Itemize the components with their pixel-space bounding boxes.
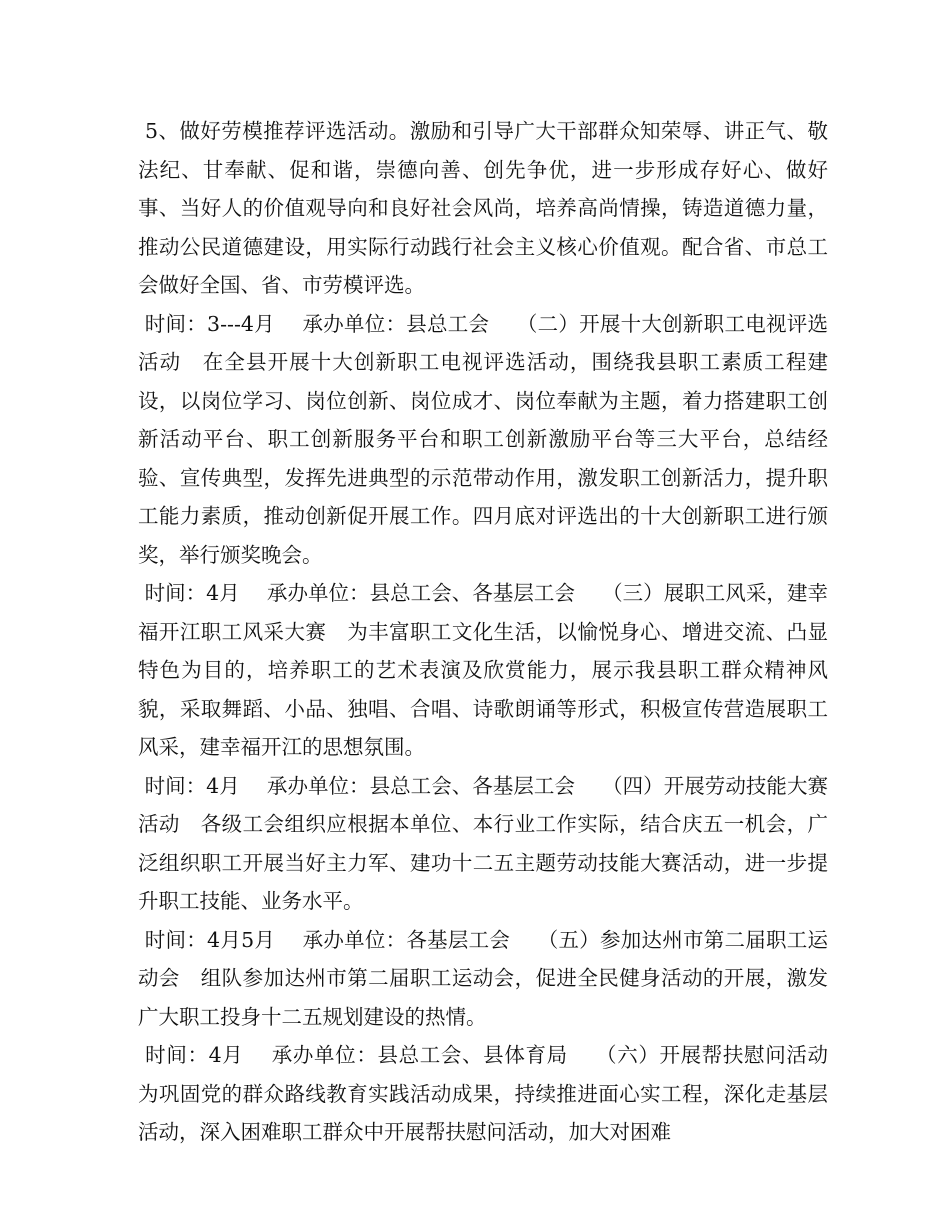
paragraph-labor-skills-contest: 时间：4月 承办单位：县总工会、各基层工会 （四）开展劳动技能大赛活动 各级工会组织应根据本单位、本行业工作实际，结合庆五一机会，广泛组织职工开展当好主力军、建功十二五主题劳动技能大赛活动，进一步提升职工技能、业务水平。 bbox=[138, 773, 828, 913]
document-body bbox=[138, 112, 849, 1152]
paragraph-worker-style-contest: 时间：4月 承办单位：县总工会、各基层工会 （三）展职工风采，建幸福开江职工风采大赛 为丰富职工文化生活，以愉悦身心、增进交流、凸显特色为目的，培养职工的艺术表演及欣赏能力，展示我县职工群众精神风貌，采取舞蹈、小品、独唱、合唱、诗歌朗诵等形式，积极宣传营造展职工风采，建幸福开江的思想氛围。 bbox=[138, 581, 828, 759]
paragraph-assistance-visits: 时间：4月 承办单位：县总工会、县体育局 （六）开展帮扶慰问活动 为巩固党的群众路线教育实践活动成果，持续推进面心实工程，深化走基层活动，深入困难职工群众中开展帮扶慰问活动，加大对困难 bbox=[138, 1043, 849, 1144]
paragraph-innovation-worker-selection: 时间：3---4月 承办单位：县总工会 （二）开展十大创新职工电视评选活动 在全县开展十大创新职工电视评选活动，围绕我县职工素质工程建设，以岗位学习、岗位创新、岗位成才、岗位奉献为主题，着力搭建职工创新活动平台、职工创新服务平台和职工创新激励平台等三大平台，总结经验、宣传典型，发挥先进典型的示范带动作用，激发职工创新活力，提升职工能力素质，推动创新促开展工作。四月底对评选出的十大创新职工进行颁奖，举行颁奖晚会。 bbox=[138, 311, 828, 567]
paragraph-workers-sports-meet: 时间：4月5月 承办单位：各基层工会 （五）参加达州市第二届职工运动会 组队参加达州市第二届职工运动会，促进全民健身活动的开展，激发广大职工投身十二五规划建设的热情。 bbox=[138, 927, 828, 1029]
paragraph-model-worker-selection: 5、做好劳模推荐评选活动。激励和引导广大干部群众知荣辱、讲正气、敬法纪、甘奉献、促和谐，崇德向善、创先争优，进一步形成存好心、做好事、当好人的价值观导向和良好社会风尚，培养高尚情操，铸造道德力量，推动公民道德建设，用实际行动践行社会主义核心价值观。配合省、市总工会做好全国、省、市劳模评选。 bbox=[138, 119, 828, 297]
